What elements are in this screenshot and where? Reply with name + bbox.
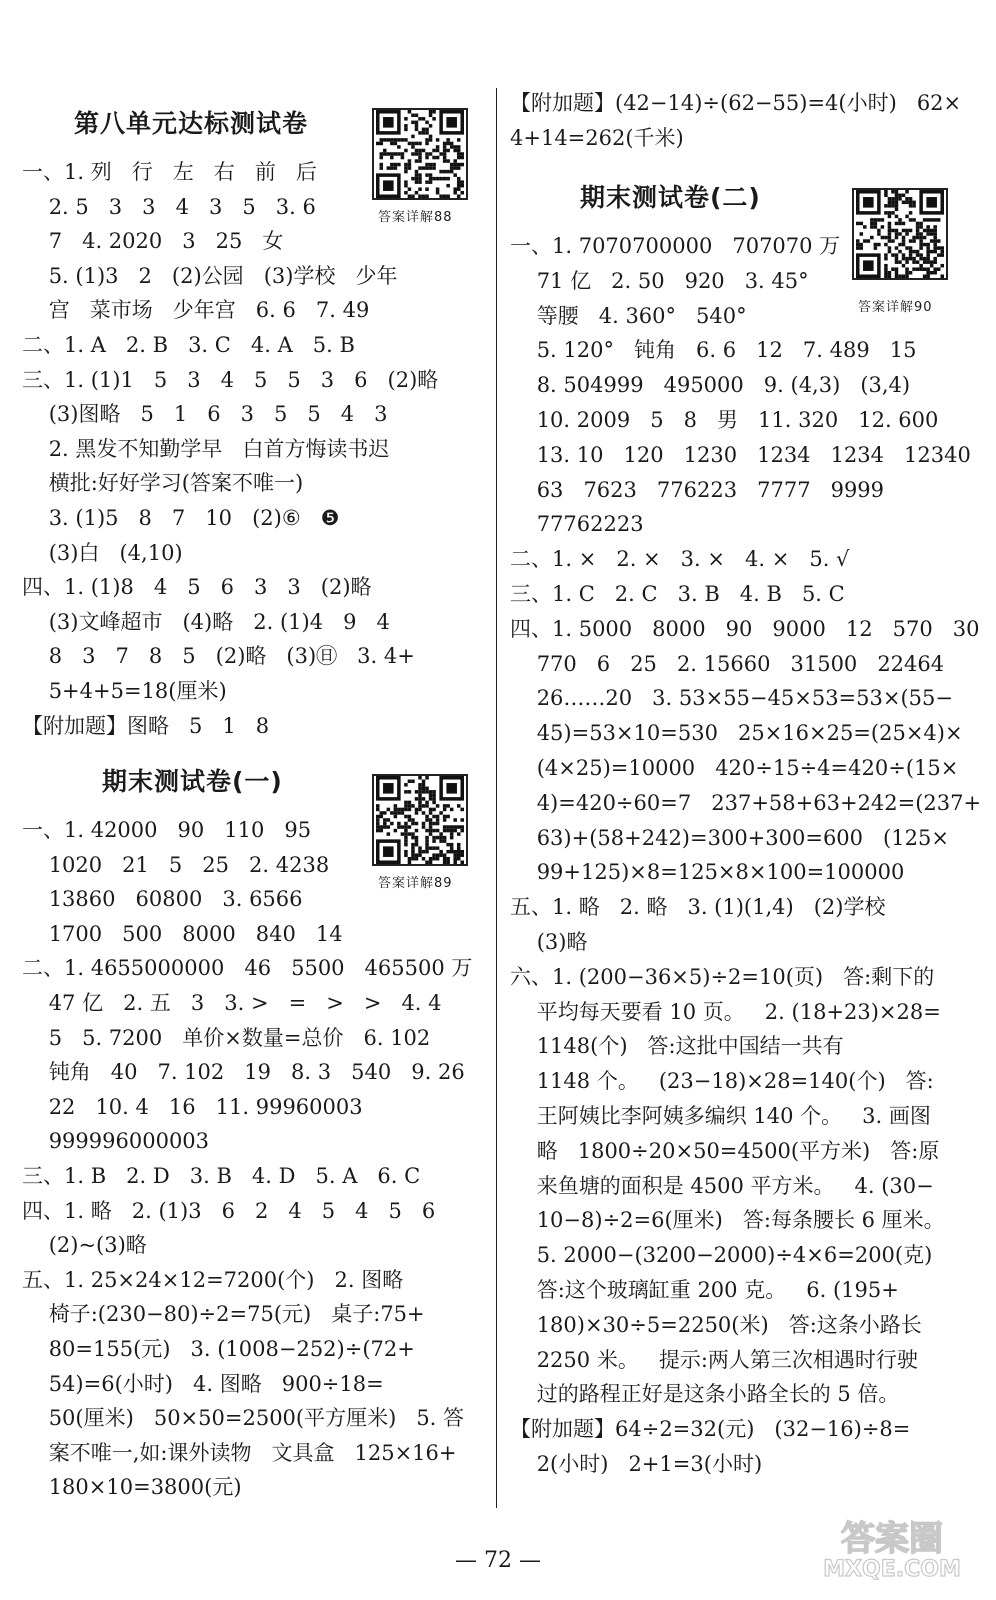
answer-line: 8 3 7 8 5 (2)略 (3)㊐ 3. 4+ — [22, 644, 415, 669]
answer-line: 22 10. 4 16 11. 99960003 — [22, 1094, 363, 1119]
watermark-text: 答案圈 — [841, 1519, 943, 1559]
answer-line: 三、1. (1)1 5 3 4 5 5 3 6 (2)略 — [22, 367, 439, 392]
answer-line: 1700 500 8000 840 14 — [22, 921, 343, 946]
qr-code-icon — [372, 774, 468, 866]
watermark-url: MXQE.COM — [823, 1557, 961, 1582]
qr-caption: 答案详解89 — [378, 876, 453, 891]
answer-line: 二、1. A 2. B 3. C 4. A 5. B — [22, 333, 355, 357]
answer-line: 5. 120° 钝角 6. 6 12 7. 489 15 — [510, 338, 917, 363]
answer-line: 2(小时) 2+1=3(小时) — [510, 1452, 763, 1476]
answer-line: 8. 504999 495000 9. (4,3) (3,4) — [510, 373, 911, 398]
answer-line: 答:这个玻璃缸重 200 克。 6. (195+ — [510, 1278, 899, 1302]
answer-line: 80=155(元) 3. (1008−252)÷(72+ — [22, 1337, 415, 1361]
answer-line: 10. 2009 5 8 男 11. 320 12. 600 — [510, 408, 939, 432]
answer-line: 3. (1)5 8 7 10 (2)⑥ ❺ — [22, 506, 340, 530]
answer-line: 三、1. C 2. C 3. B 4. B 5. C — [510, 582, 845, 606]
answer-line: 一、1. 42000 90 110 95 — [22, 818, 312, 842]
answer-line: 平均每天要看 10 页。 2. (18+23)×28= — [510, 999, 941, 1024]
answer-line: (4×25)=10000 420÷15÷4=420÷(15× — [510, 756, 959, 780]
answer-line: 【附加题】图略 5 1 8 — [22, 713, 270, 738]
answer-line: 六、1. (200−36×5)÷2=10(页) 答:剩下的 — [510, 964, 935, 989]
answer-line: 2250 米。 提示:两人第三次相遇时行驶 — [510, 1347, 918, 1372]
column-divider — [496, 88, 497, 1508]
answer-line: 等腰 4. 360° 540° — [510, 303, 747, 328]
answer-line: 10−8)÷2=6(厘米) 答:每条腰长 6 厘米。 — [510, 1208, 945, 1233]
answer-line: (3)略 — [510, 930, 588, 954]
answer-line: 【附加题】64÷2=32(元) (32−16)÷8= — [510, 1417, 911, 1442]
answer-line: 5+4+5=18(厘米) — [22, 679, 227, 703]
answer-line: 五、1. 略 2. 略 3. (1)(1,4) (2)学校 — [510, 895, 886, 920]
answer-line: 13860 60800 3. 6566 — [22, 887, 303, 912]
answer-line: (3)白 (4,10) — [22, 540, 183, 565]
answer-line: 来鱼塘的面积是 4500 平方米。 4. (30− — [510, 1173, 934, 1198]
answer-line: 案不唯一,如:课外读物 文具盒 125×16+ — [22, 1440, 457, 1465]
answer-line: 【附加题】(42−14)÷(62−55)=4(小时) 62× — [510, 91, 962, 115]
answer-line: 1020 21 5 25 2. 4238 — [22, 852, 330, 877]
answer-line: 13. 10 120 1230 1234 1234 12340 — [510, 442, 971, 467]
qr-code-icon — [852, 188, 948, 280]
answer-line: 略 1800÷20×50=4500(平方米) 答:原 — [510, 1138, 940, 1163]
page-number: — 72 — — [455, 1548, 541, 1573]
watermark-logo-icon — [808, 1512, 976, 1582]
answer-line: 四、1. (1)8 4 5 6 3 3 (2)略 — [22, 575, 372, 600]
answer-line: 5. 2000−(3200−2000)÷4×6=200(克) — [510, 1243, 933, 1268]
answer-line: 7 4. 2020 3 25 女 — [22, 229, 284, 254]
answer-line: 过的路程正好是这条小路全长的 5 倍。 — [510, 1382, 900, 1407]
answer-line: 钝角 40 7. 102 19 8. 3 540 9. 26 — [22, 1060, 465, 1085]
answer-line: 63 7623 776223 7777 9999 — [510, 477, 885, 502]
section-title: 期末测试卷(一) — [102, 767, 283, 796]
answer-line: 45)=53×10=530 25×16×25=(25×4)× — [510, 721, 963, 746]
answer-line: (3)文峰超市 (4)略 2. (1)4 9 4 — [22, 609, 390, 634]
answer-line: 999996000003 — [22, 1129, 210, 1154]
section-title: 期末测试卷(二) — [580, 183, 761, 212]
section-title: 第八单元达标测试卷 — [74, 109, 309, 138]
answer-line: 横批:好好学习(答案不唯一) — [22, 471, 304, 496]
answer-line: 180×10=3800(元) — [22, 1475, 242, 1500]
answer-line: 四、1. 5000 8000 90 9000 12 570 30 — [510, 616, 980, 641]
answer-line: 2. 黑发不知勤学早 白首方悔读书迟 — [22, 436, 390, 461]
answer-line: (2)~(3)略 — [22, 1233, 147, 1258]
answer-line: 77762223 — [510, 512, 644, 537]
answer-line: 4+14=262(千米) — [510, 125, 684, 150]
answer-line: 一、1. 列 行 左 右 前 后 — [22, 160, 317, 184]
answer-line: 770 6 25 2. 15660 31500 22464 — [510, 651, 945, 676]
answer-line: 椅子:(230−80)÷2=75(元) 桌子:75+ — [22, 1302, 425, 1327]
answer-line: 三、1. B 2. D 3. B 4. D 5. A 6. C — [22, 1164, 421, 1188]
answer-line: 63)+(58+242)=300+300=600 (125× — [510, 825, 949, 850]
answer-line: 47 亿 2. 五 3 3. > = > > 4. 4 — [22, 991, 442, 1015]
answer-line: 王阿姨比李阿姨多编织 140 个。 3. 画图 — [510, 1104, 931, 1128]
answer-line: 71 亿 2. 50 920 3. 45° — [510, 268, 809, 293]
answer-line: 1148 个。 (23−18)×28=140(个) 答: — [510, 1069, 934, 1094]
answer-line: 4)=420÷60=7 237+58+63+242=(237+ — [510, 790, 982, 815]
answer-line: 180)×30÷5=2250(米) 答:这条小路长 — [510, 1312, 922, 1337]
answer-line: 26……20 3. 53×55−45×53=53×(55− — [510, 686, 953, 711]
answer-line: 99+125)×8=125×8×100=100000 — [510, 860, 905, 885]
answer-line: 五、1. 25×24×12=7200(个) 2. 图略 — [22, 1267, 404, 1292]
answer-line: 1148(个) 答:这批中国结一共有 — [510, 1034, 844, 1059]
qr-code-icon — [372, 108, 468, 200]
qr-caption: 答案详解90 — [858, 300, 933, 315]
answer-line: 一、1. 7070700000 707070 万 — [510, 234, 841, 258]
answer-line: 二、1. × 2. × 3. × 4. × 5. √ — [510, 547, 850, 572]
answer-line: 宫 菜市场 少年宫 6. 6 7. 49 — [22, 298, 370, 323]
answer-line: 四、1. 略 2. (1)3 6 2 4 5 4 5 6 — [22, 1198, 436, 1223]
answer-line: (3)图略 5 1 6 3 5 5 4 3 — [22, 402, 388, 427]
answer-line: 54)=6(小时) 4. 图略 900÷18= — [22, 1371, 384, 1396]
answer-line: 5. (1)3 2 (2)公园 (3)学校 少年 — [22, 263, 398, 288]
answer-line: 50(厘米) 50×50=2500(平方厘米) 5. 答 — [22, 1406, 465, 1431]
qr-caption: 答案详解88 — [378, 210, 453, 225]
answer-line: 2. 5 3 3 4 3 5 3. 6 — [22, 194, 316, 219]
answer-line: 5 5. 7200 单价×数量=总价 6. 102 — [22, 1025, 431, 1050]
answer-line: 二、1. 4655000000 46 5500 465500 万 — [22, 956, 473, 981]
